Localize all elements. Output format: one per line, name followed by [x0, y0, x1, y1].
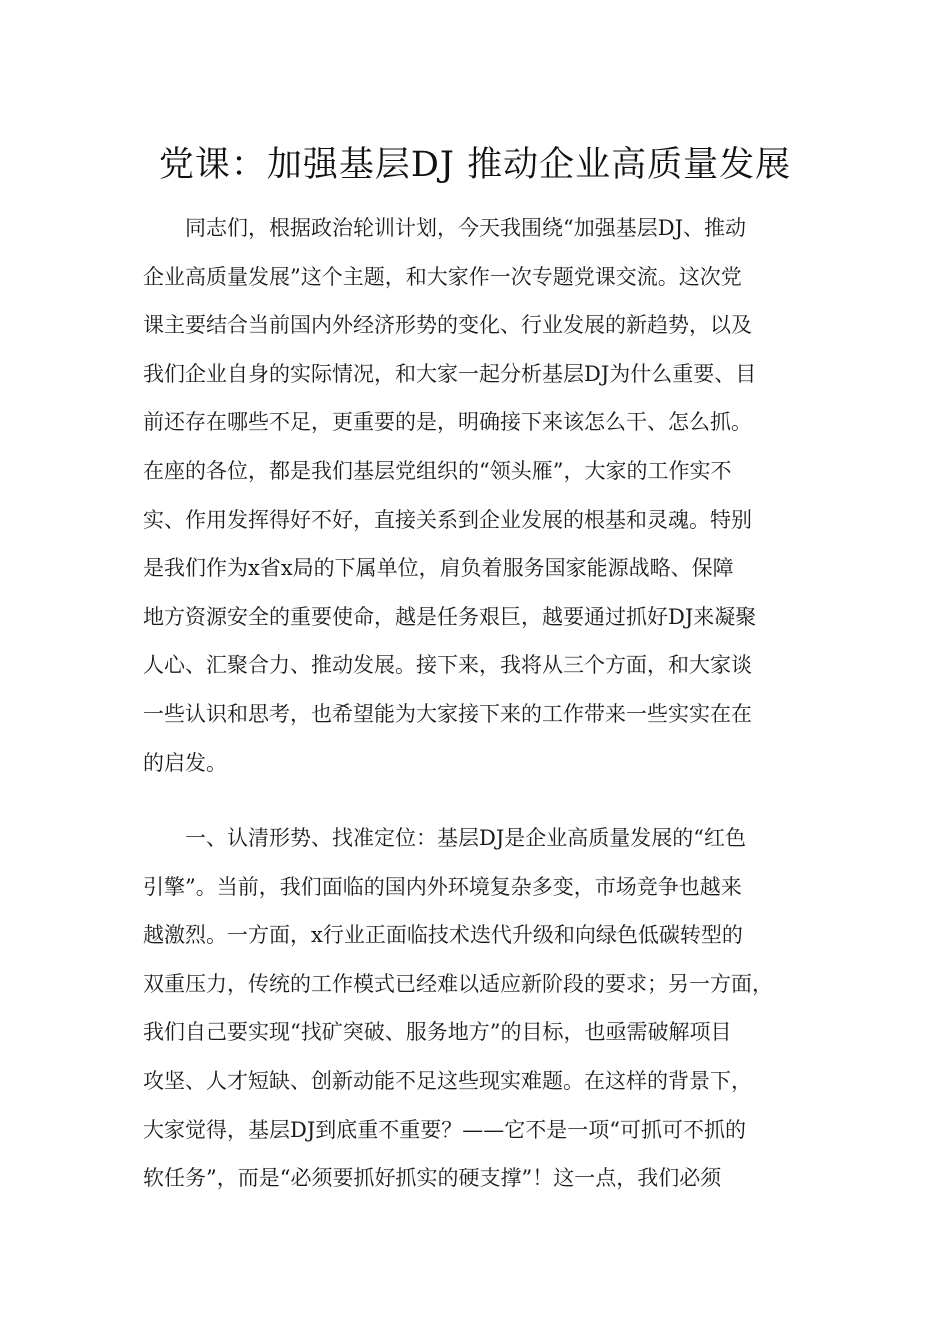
text-line: 软任务”，而是“必须要抓好抓实的硬支撑”！这一点，我们必须	[143, 1166, 722, 1191]
text-line: 课主要结合当前国内外经济形势的变化、行业发展的新趋势，以及	[143, 313, 752, 338]
text-line: 人心、汇聚合力、推动发展。接下来，我将从三个方面，和大家谈	[143, 653, 752, 678]
document-title: 党课：加强基层DJ 推动企业高质量发展	[158, 145, 792, 185]
text-line: 的启发。	[143, 750, 227, 775]
text-line: 越激烈。一方面，x行业正面临技术迭代升级和向绿色低碳转型的	[143, 923, 743, 948]
section-heading-line: 一、认清形势、找准定位：基层DJ是企业高质量发展的“红色	[185, 826, 746, 850]
paragraph-intro	[143, 204, 823, 787]
text-line: 地方资源安全的重要使命，越是任务艰巨，越要通过抓好DJ来凝聚	[143, 604, 757, 629]
text-line: 同志们，根据政治轮训计划，今天我围绕“加强基层DJ、推动	[185, 216, 746, 240]
text-line: 引擎”。当前，我们面临的国内外环境复杂多变，市场竞争也越来	[143, 874, 742, 899]
text-line: 实、作用发挥得好不好，直接关系到企业发展的根基和灵魂。特别	[143, 507, 752, 532]
text-line: 我们自己要实现“找矿突破、服务地方”的目标，也亟需破解项目	[143, 1020, 732, 1045]
text-line: 双重压力，传统的工作模式已经难以适应新阶段的要求；另一方面，	[143, 971, 773, 996]
text-line: 一些认识和思考，也希望能为大家接下来的工作带来一些实实在在	[143, 701, 752, 726]
text-line: 我们企业自身的实际情况，和大家一起分析基层DJ为什么重要、目	[143, 361, 757, 386]
paragraph-section-one	[143, 814, 823, 1203]
text-line: 前还存在哪些不足，更重要的是，明确接下来该怎么干、怎么抓。	[143, 410, 752, 435]
text-line: 企业高质量发展”这个主题，和大家作一次专题党课交流。这次党	[143, 264, 742, 289]
text-line: 是我们作为x省x局的下属单位，肩负着服务国家能源战略、保障	[143, 556, 734, 581]
text-line: 大家觉得，基层DJ到底重不重要？——它不是一项“可抓可不抓的	[143, 1117, 746, 1142]
text-line: 在座的各位，都是我们基层党组织的“领头雁”，大家的工作实不	[143, 458, 732, 483]
text-line: 攻坚、人才短缺、创新动能不足这些现实难题。在这样的背景下，	[143, 1068, 752, 1093]
